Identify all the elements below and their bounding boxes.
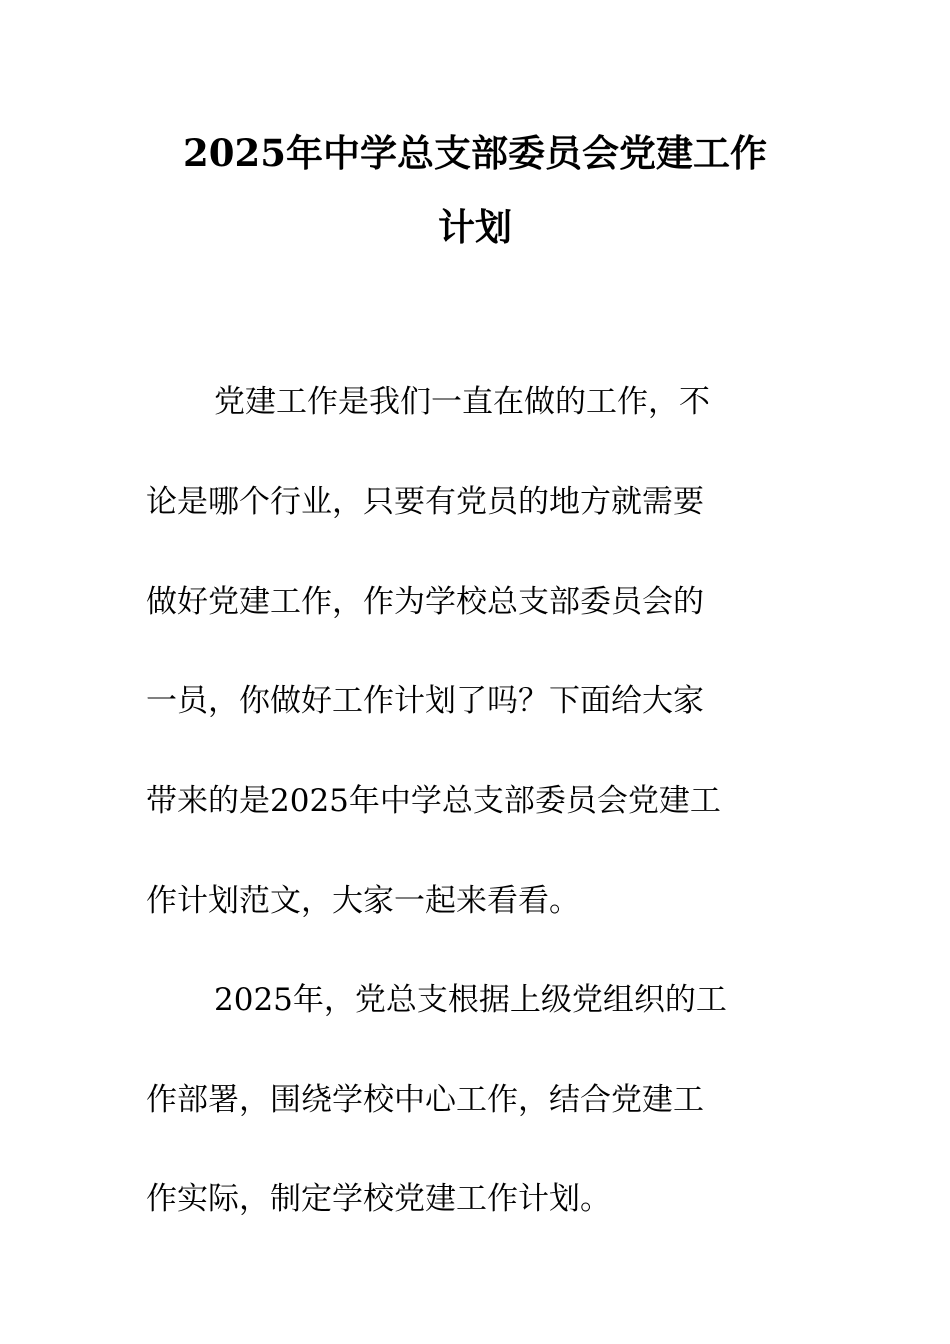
- document-title-line-2: 计划: [438, 205, 512, 249]
- paragraph-1-line-4: 一员，你做好工作计划了吗？下面给大家: [146, 683, 704, 719]
- paragraph-1-line-6: 作计划范文，大家一起来看看。: [146, 883, 580, 919]
- paragraph-2-line-1: 2025年，党总支根据上级党组织的工: [214, 982, 727, 1018]
- paragraph-2-line-3: 作实际，制定学校党建工作计划。: [146, 1181, 611, 1217]
- paragraph-1-line-3: 做好党建工作，作为学校总支部委员会的: [146, 584, 704, 620]
- paragraph-1-line-2: 论是哪个行业，只要有党员的地方就需要: [146, 484, 704, 520]
- document-title-line-1: 2025年中学总支部委员会党建工作: [183, 131, 767, 175]
- paragraph-1-line-5: 带来的是2025年中学总支部委员会党建工: [146, 783, 721, 819]
- paragraph-2-line-2: 作部署，围绕学校中心工作，结合党建工: [146, 1082, 704, 1118]
- paragraph-1-line-1: 党建工作是我们一直在做的工作，不: [214, 384, 710, 420]
